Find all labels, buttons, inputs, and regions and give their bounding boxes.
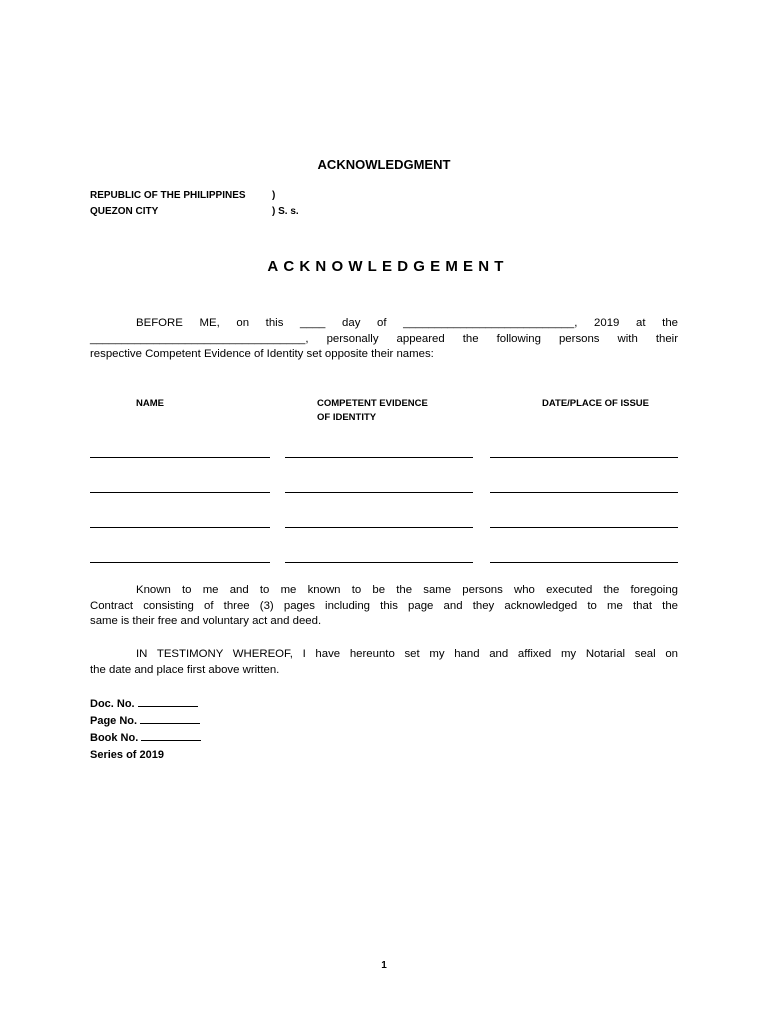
page-no-label: Page No. <box>90 715 138 727</box>
col-header-date: DATE/PLACE OF ISSUE <box>542 398 649 409</box>
known-paragraph <box>90 583 678 630</box>
evidence-blank[interactable] <box>285 457 473 458</box>
signature-row <box>90 492 678 493</box>
col-header-name: NAME <box>136 398 164 409</box>
col-header-evidence-line-1: COMPETENT EVIDENCE <box>317 398 428 409</box>
date-blank[interactable] <box>490 527 678 528</box>
book-no-label: Book No. <box>90 732 139 744</box>
testimony-paragraph <box>90 647 678 678</box>
date-blank[interactable] <box>490 492 678 493</box>
venue-ss: ) S. s. <box>272 206 299 217</box>
testimony-line-2: the date and place first above written. <box>90 663 280 676</box>
venue-republic: REPUBLIC OF THE PHILIPPINES <box>90 190 246 201</box>
venue-line-2 <box>90 204 299 220</box>
evidence-blank[interactable] <box>285 492 473 493</box>
page-no-blank[interactable] <box>140 714 200 724</box>
name-blank[interactable] <box>90 527 270 528</box>
known-line-2: Contract consisting of three (3) pages including this page and they acknowledged to me that the <box>90 599 678 612</box>
known-line-1: Known to me and to me known to be the same persons who executed the foregoing <box>136 584 678 596</box>
name-blank[interactable] <box>90 562 270 563</box>
evidence-blank[interactable] <box>285 562 473 563</box>
intro-paragraph <box>90 316 678 363</box>
page-no-line <box>90 713 200 730</box>
signature-row <box>90 457 678 458</box>
book-no-line <box>90 730 201 747</box>
signature-row <box>90 527 678 528</box>
doc-no-blank[interactable] <box>138 697 198 707</box>
venue-city: QUEZON CITY <box>90 206 159 217</box>
date-blank[interactable] <box>490 457 678 458</box>
intro-line-3: respective Competent Evidence of Identity set opposite their names: <box>90 348 434 360</box>
name-blank[interactable] <box>90 457 270 458</box>
testimony-line-1: IN TESTIMONY WHEREOF, I have hereunto set my hand and affixed my Notarial seal on <box>136 648 678 660</box>
intro-line-2: __________________________________, personally appeared the following persons with their <box>90 332 678 345</box>
top-title: ACKNOWLEDGMENT <box>317 157 451 172</box>
col-header-evidence <box>317 397 428 425</box>
intro-line-1: BEFORE ME, on this ____ day of ___________________________, 2019 at the <box>136 317 678 329</box>
page-number: 1 <box>381 960 387 971</box>
venue-bracket-1: ) <box>272 190 276 201</box>
known-line-3: same is their free and voluntary act and deed. <box>90 615 322 627</box>
col-header-evidence-line-2: OF IDENTITY <box>317 412 377 423</box>
signature-row <box>90 562 678 563</box>
doc-no-line <box>90 696 198 713</box>
doc-no-label: Doc. No. <box>90 698 135 710</box>
evidence-blank[interactable] <box>285 527 473 528</box>
name-blank[interactable] <box>90 492 270 493</box>
venue-line-1 <box>90 188 275 204</box>
book-no-blank[interactable] <box>141 731 201 741</box>
series-line: Series of 2019 <box>90 749 164 761</box>
main-title: ACKNOWLEDGEMENT <box>267 258 509 275</box>
date-blank[interactable] <box>490 562 678 563</box>
